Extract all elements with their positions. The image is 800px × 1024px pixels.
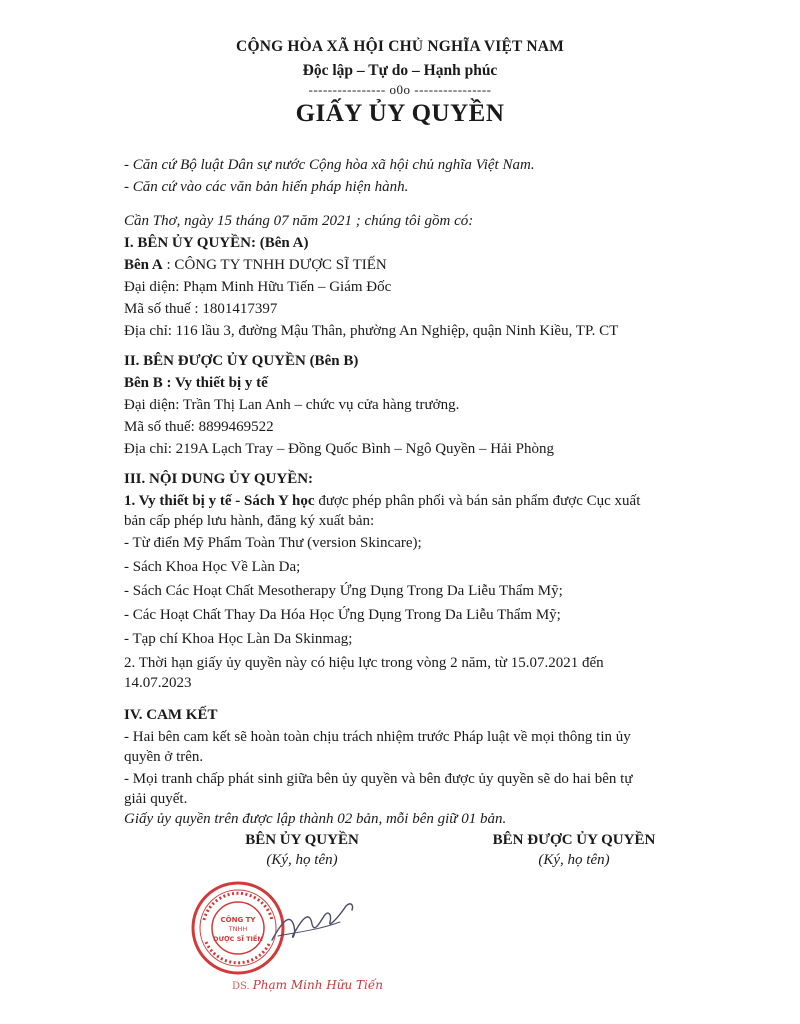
book-item: - Sách Các Hoạt Chất Mesotherapy Ứng Dụng Trong Da Liễu Thẩm Mỹ; — [124, 583, 563, 599]
content-item-1-cont: bản cấp phép lưu hành, đăng ký xuất bản: — [124, 513, 375, 529]
party-a-representative: Đại diện: Phạm Minh Hữu Tiến – Giám Đốc — [124, 279, 392, 295]
party-b-name: Bên B : Vy thiết bị y tế — [124, 375, 268, 391]
commitment-2-cont: giải quyết. — [124, 791, 188, 807]
commitment-heading: IV. CAM KẾT — [124, 707, 218, 723]
content-item-1-text: được phép phân phối và bán sản phẩm được Cục xuất — [314, 493, 641, 509]
book-item: - Từ điển Mỹ Phẩm Toàn Thư (version Skincare); — [124, 535, 422, 551]
party-a-name — [124, 254, 684, 276]
party-b-heading: II. BÊN ĐƯỢC ỦY QUYỀN (Bên B) — [124, 353, 359, 369]
basis-line: - Căn cứ vào các văn bản hiến pháp hiện hành. — [124, 179, 409, 195]
content-item-1-subject: 1. Vy thiết bị y tế - Sách Y học — [124, 493, 315, 509]
book-item: - Các Hoạt Chất Thay Da Hóa Học Ứng Dụng Trong Da Liễu Thẩm Mỹ; — [124, 607, 561, 623]
content-item-1 — [124, 490, 684, 512]
party-a-company: : CÔNG TY TNHH DƯỢC SĨ TIẾN — [162, 257, 387, 273]
signer-name — [232, 978, 383, 992]
motto: Độc lập – Tự do – Hạnh phúc — [302, 62, 498, 79]
stamp-type-text: TNHH — [228, 925, 248, 933]
book-item: - Tạp chí Khoa Học Làn Da Skinmag; — [124, 631, 353, 647]
stamp-company-text: CÔNG TY — [220, 916, 256, 924]
content-item-2-cont: 14.07.2023 — [124, 675, 192, 691]
commitment-2: - Mọi tranh chấp phát sinh giữa bên ủy quyền và bên được ủy quyền sẽ do hai bên tự — [124, 771, 633, 787]
handwritten-signature — [268, 892, 358, 952]
party-b-tax-code: Mã số thuế: 8899469522 — [124, 419, 274, 435]
separator: ---------------- o0o ---------------- — [308, 82, 492, 97]
party-a-tax-code: Mã số thuế : 1801417397 — [124, 301, 278, 317]
content-item-2: 2. Thời hạn giấy ủy quyền này có hiệu lực trong vòng 2 năm, từ 15.07.2021 đến — [124, 655, 604, 671]
party-b-address: Địa chỉ: 219A Lạch Tray – Đồng Quốc Bình – Ngô Quyền – Hải Phòng — [124, 441, 554, 457]
grantor-signature-title: BÊN ỦY QUYỀN — [245, 832, 359, 848]
party-a-label: Bên A — [124, 257, 163, 273]
copies-note: Giấy ủy quyền trên được lập thành 02 bản, mỗi bên giữ 01 bản. — [124, 811, 507, 827]
stamp-name-text: DƯỢC SĨ TIẾN — [213, 935, 263, 943]
basis-line: - Căn cứ Bộ luật Dân sự nước Cộng hòa xã hội chủ nghĩa Việt Nam. — [124, 157, 535, 173]
intro-line: Cần Thơ, ngày 15 tháng 07 năm 2021 ; chúng tôi gồm có: — [124, 213, 474, 229]
grantee-signature-hint: (Ký, họ tên) — [538, 852, 610, 868]
commitment-1: - Hai bên cam kết sẽ hoàn toàn chịu trách nhiệm trước Pháp luật về mọi thông tin ủy — [124, 729, 631, 745]
document-title: GIẤY ỦY QUYỀN — [295, 100, 505, 127]
grantor-signature-hint: (Ký, họ tên) — [266, 852, 338, 868]
commitment-1-cont: quyền ở trên. — [124, 749, 204, 765]
grantee-signature-title: BÊN ĐƯỢC ỦY QUYỀN — [492, 832, 656, 848]
party-b-representative: Đại diện: Trần Thị Lan Anh – chức vụ cửa hàng trưởng. — [124, 397, 460, 413]
nation-heading: CỘNG HÒA XÃ HỘI CHỦ NGHĨA VIỆT NAM — [236, 38, 564, 55]
party-a-address: Địa chỉ: 116 lầu 3, đường Mậu Thân, phường An Nghiệp, quận Ninh Kiều, TP. CT — [124, 323, 619, 339]
book-item: - Sách Khoa Học Về Làn Da; — [124, 559, 301, 575]
content-heading: III. NỘI DUNG ỦY QUYỀN: — [124, 471, 314, 487]
signer-fullname: Phạm Minh Hữu Tiến — [252, 978, 383, 992]
signer-prefix: DS. — [232, 981, 250, 992]
party-a-heading: I. BÊN ỦY QUYỀN: (Bên A) — [124, 235, 309, 251]
